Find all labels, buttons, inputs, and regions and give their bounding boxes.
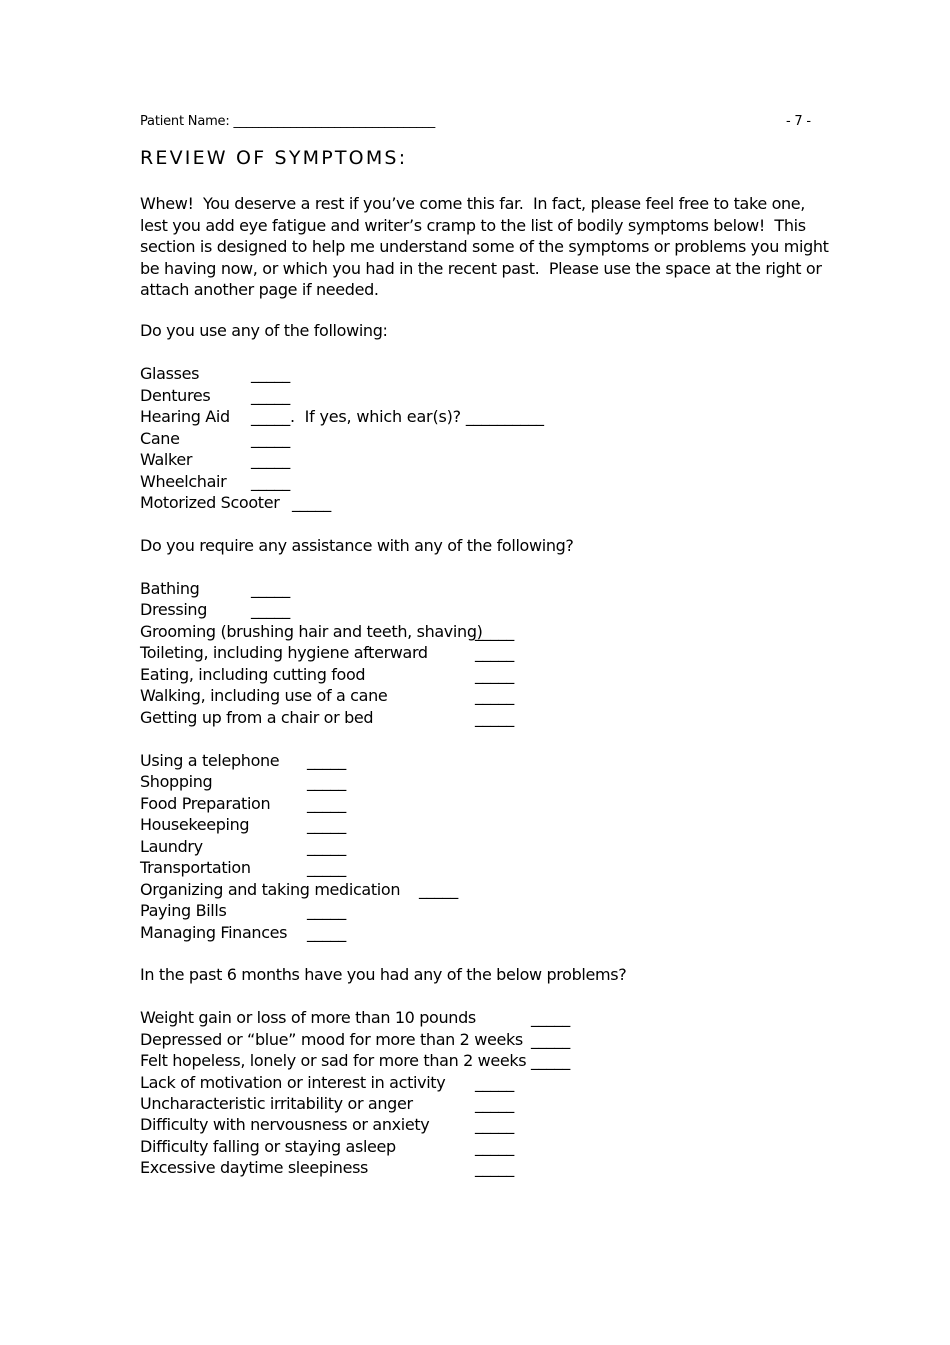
problem-blank-daytime-sleepiness[interactable]: _____ [475, 1158, 515, 1177]
assist-blank-laundry[interactable]: _____ [307, 837, 347, 856]
problem-blank-sleep[interactable]: _____ [475, 1137, 515, 1156]
assist-label-getting-up: Getting up from a chair or bed [140, 708, 374, 727]
problems-question: In the past 6 months have you had any of the below problems? [140, 965, 627, 984]
problem-blank-nervousness[interactable]: _____ [475, 1115, 515, 1134]
assist-label-eating: Eating, including cutting food [140, 665, 366, 684]
assist-blank-medication[interactable]: _____ [419, 880, 459, 899]
intro-paragraph [140, 193, 829, 301]
patient-name-field[interactable]: Patient Name: ________________________________ [140, 114, 436, 129]
assist-blank-housekeeping[interactable]: _____ [307, 815, 347, 834]
device-label-motorized-scooter: Motorized Scooter [140, 493, 280, 512]
device-label-dentures: Dentures [140, 386, 211, 405]
assist-blank-managing-finances[interactable]: _____ [307, 923, 347, 942]
device-blank-hearing-aid[interactable]: _____. If yes, which ear(s)? __________ [251, 407, 544, 426]
intro-line: Whew! You deserve a rest if you’ve come this far. In fact, please feel free to take one, [140, 194, 806, 213]
device-blank-walker[interactable]: _____ [251, 450, 291, 469]
assist-label-food-preparation: Food Preparation [140, 794, 271, 813]
device-label-hearing-aid: Hearing Aid [140, 407, 230, 426]
assistance-question: Do you require any assistance with any of the following? [140, 536, 574, 555]
problem-label-hopeless: Felt hopeless, lonely or sad for more than 2 weeks [140, 1051, 527, 1070]
assist-label-bathing: Bathing [140, 579, 200, 598]
device-label-cane: Cane [140, 429, 180, 448]
device-blank-wheelchair[interactable]: _____ [251, 472, 291, 491]
problem-label-nervousness: Difficulty with nervousness or anxiety [140, 1115, 430, 1134]
problem-blank-depressed[interactable]: _____ [531, 1030, 571, 1049]
assist-label-shopping: Shopping [140, 772, 213, 791]
assist-blank-grooming[interactable]: _____ [475, 622, 515, 641]
problem-blank-weight[interactable]: _____ [531, 1008, 571, 1027]
assist-label-dressing: Dressing [140, 600, 208, 619]
intro-line: section is designed to help me understand some of the symptoms or problems you might [140, 237, 829, 256]
problem-label-weight: Weight gain or loss of more than 10 pounds [140, 1008, 476, 1027]
intro-line: be having now, or which you had in the recent past. Please use the space at the right or [140, 258, 822, 278]
problem-blank-irritability[interactable]: _____ [475, 1094, 515, 1113]
assist-blank-dressing[interactable]: _____ [251, 600, 291, 619]
assist-blank-getting-up[interactable]: _____ [475, 708, 515, 727]
problem-blank-hopeless[interactable]: _____ [531, 1051, 571, 1070]
assist-label-walking: Walking, including use of a cane [140, 686, 388, 705]
assist-blank-telephone[interactable]: _____ [307, 751, 347, 770]
page-number: - 7 - [786, 114, 811, 129]
assist-blank-toileting[interactable]: _____ [475, 643, 515, 662]
assist-blank-bathing[interactable]: _____ [251, 579, 291, 598]
problem-label-depressed: Depressed or “blue” mood for more than 2 weeks [140, 1030, 523, 1049]
assist-label-paying-bills: Paying Bills [140, 901, 227, 920]
assist-blank-transportation[interactable]: _____ [307, 858, 347, 877]
page-title: REVIEW OF SYMPTOMS: [140, 147, 408, 169]
device-blank-cane[interactable]: _____ [251, 429, 291, 448]
assist-label-telephone: Using a telephone [140, 751, 280, 770]
assist-blank-food-preparation[interactable]: _____ [307, 794, 347, 813]
device-blank-dentures[interactable]: _____ [251, 386, 291, 405]
assist-label-toileting: Toileting, including hygiene afterward [140, 643, 428, 662]
intro-line: lest you add eye fatigue and writer’s cramp to the list of bodily symptoms below! This [140, 215, 806, 235]
device-label-walker: Walker [140, 450, 193, 469]
assist-blank-walking[interactable]: _____ [475, 686, 515, 705]
assist-label-medication: Organizing and taking medication [140, 880, 401, 899]
problem-label-sleep: Difficulty falling or staying asleep [140, 1137, 396, 1156]
device-label-glasses: Glasses [140, 364, 200, 383]
intro-line: attach another page if needed. [140, 280, 379, 299]
assist-label-laundry: Laundry [140, 837, 203, 856]
assist-label-grooming: Grooming (brushing hair and teeth, shaving) [140, 622, 483, 641]
assist-blank-eating[interactable]: _____ [475, 665, 515, 684]
problem-blank-motivation[interactable]: _____ [475, 1073, 515, 1092]
assist-blank-paying-bills[interactable]: _____ [307, 901, 347, 920]
devices-question: Do you use any of the following: [140, 321, 388, 340]
device-blank-glasses[interactable]: _____ [251, 364, 291, 383]
assist-blank-shopping[interactable]: _____ [307, 772, 347, 791]
device-label-wheelchair: Wheelchair [140, 472, 227, 491]
problem-label-irritability: Uncharacteristic irritability or anger [140, 1094, 413, 1113]
assist-label-managing-finances: Managing Finances [140, 923, 288, 942]
assist-label-transportation: Transportation [140, 858, 251, 877]
assist-label-housekeeping: Housekeeping [140, 815, 250, 834]
problem-label-daytime-sleepiness: Excessive daytime sleepiness [140, 1158, 369, 1177]
device-blank-motorized-scooter[interactable]: _____ [292, 493, 332, 512]
problem-label-motivation: Lack of motivation or interest in activity [140, 1073, 446, 1092]
